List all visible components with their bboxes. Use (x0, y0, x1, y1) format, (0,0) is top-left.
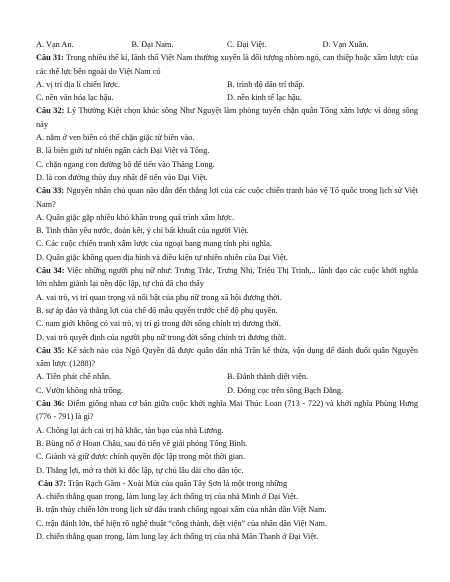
answer-option: D. Vạn Xuân. (322, 40, 369, 49)
answer-option: A. Quân giặc gặp nhiều khó khăn trong quá trình xâm lược. (36, 212, 235, 222)
question-36 (36, 397, 418, 477)
answer-option: C. nam giới không có vai trò, vị trí gì trong đời sống chính trị đương thời. (36, 319, 281, 329)
question-text: Trận Rạch Gầm - Xoài Mút của quân Tây Sơn là một trong những (67, 478, 288, 488)
question-number: Câu 34: (36, 266, 65, 276)
answer-option: D. là con đường thủy duy nhất để tiến vào Đại Việt. (36, 172, 208, 182)
question-31 (36, 51, 418, 104)
answer-option: A. vai trò, vị trí quan trọng và nổi bật của phụ nữ trong xã hội đương thời. (36, 292, 282, 302)
question-number: Câu 33: (36, 186, 65, 196)
answer-option: C. Vườn không nhà trống. (36, 385, 124, 395)
answer-option: C. trận đánh lớn, thể hiện rõ nghệ thuật “công thành, diệt viện” của nhân dân Việt Nam. (36, 518, 328, 528)
question-34 (36, 264, 418, 344)
question-text: Việc những người phụ nữ như: Trưng Trắc, Trưng Nhị, Triệu Thị Trinh,.. lãnh đạo các cuộc khởi nghĩa lớn nhằm giành lại nền độc lập, tự chủ đã cho thấy (36, 266, 418, 289)
answer-option: C. Đại Việt. (227, 40, 267, 49)
question-number: Câu 36: (36, 399, 65, 409)
answer-option: A. Vạn An. (36, 40, 74, 49)
answer-option: B. sự áp đảo và thắng lợi của chế độ mẫu quyền trước chế độ phụ quyền. (36, 305, 278, 315)
answer-option: D. Quân giặc không quen địa hình và điều kiện tự nhiên nhiên của Đại Việt. (36, 252, 288, 262)
answer-option: C. Giành và giữ được chính quyền độc lập trong một thời gian. (36, 452, 246, 462)
answer-option: B. là biên giới tự nhiên ngăn cách Đại Việt và Tống. (36, 146, 210, 156)
answer-option: B. trình độ dân trí thấp. (227, 79, 305, 89)
answer-options-row (36, 38, 418, 51)
answer-option: A. chiến thắng quan trọng, làm lung lay ách thống trị của nhà Minh ở Đại Việt. (36, 492, 299, 502)
answer-option: D. vai trò quyết định của người phụ nữ trong đời sống chính trị đương thời. (36, 332, 287, 342)
answer-option: B. Đánh thành diệt viện. (227, 372, 309, 382)
answer-option: A. Chống lại ách cai trị hà khắc, tàn bạo của nhà Lương. (36, 425, 224, 435)
question-text: Nguyên nhân chủ quan nào dẫn đến thắng lợi của các cuộc chiến tranh bảo vệ Tổ quốc trong lịch sử Việt Nam? (36, 186, 418, 209)
question-32 (36, 104, 418, 184)
question-number: Câu 37: (38, 478, 66, 488)
answer-option: D. chiến thắng quan trọng, làm lung lay ách thống trị của nhà Mãn Thanh ở Đại Việt. (36, 531, 319, 541)
answer-option: A. nằm ở ven biên có thể chặn giặc từ biên vào. (36, 133, 195, 143)
question-number: Câu 35: (36, 345, 65, 355)
answer-option: A. vị trí địa lí chiến lược. (36, 79, 120, 89)
question-text: Kế sách nào của Ngô Quyền đã được quân dân nhà Trần kế thừa, vận dụng để đánh đuổi quân Nguyên xâm lược (1288)? (36, 345, 419, 369)
answer-option: B. Bùng nổ ở Hoan Châu, sau đó tiến về giải phóng Tống Bình. (36, 438, 248, 448)
question-text: Trong nhiều thế kỉ, lãnh thổ Việt Nam thường xuyên là đối tượng nhòm ngó, can thiệp hoặc xâm lược của các thế lực bên ngoài do Việt Nam có (36, 53, 419, 76)
question-text: Lý Thường Kiệt chọn khúc sông Như Nguyệt làm phòng tuyến chặn quân Tống xâm lược vì dòng sông này (36, 106, 418, 129)
answer-option: C. chặn ngang con đường bộ để tiến vào Thăng Long. (36, 159, 215, 169)
answer-option: D. Đóng cọc trên sông Bạch Đằng. (227, 385, 344, 395)
question-number: Câu 31: (36, 53, 64, 63)
question-33 (36, 184, 418, 264)
answer-option: C. Các cuộc chiến tranh xâm lược của ngoại bang mang tính phi nghĩa. (36, 239, 272, 249)
question-text: Điểm giống nhau cơ bản giữa cuộc khởi nghĩa Mai Thúc Loan (713 - 722) và khởi nghĩa Phùng Hưng (776 - 791) là gì? (36, 399, 419, 422)
answer-option: B. Đại Nam. (131, 40, 174, 49)
question-35 (36, 344, 418, 397)
answer-option: C. nền văn hóa lạc hậu. (36, 93, 114, 103)
question-number: Câu 32: (36, 106, 65, 116)
question-37 (36, 477, 418, 543)
answer-option: A. Tiên phát chế nhân. (36, 372, 112, 382)
answer-option: D. nền kinh tế lạc hậu. (227, 93, 302, 103)
answer-option: B. trận thủy chiến lớn trong lịch sử đấu tranh chống ngoại xâm của nhân dân Việt Nam. (36, 505, 327, 515)
answer-option: B. Tinh thần yêu nước, đoàn kết, ý chí bất khuất của người Việt. (36, 226, 249, 236)
answer-option: D. Thắng lợi, mở ra thời kì độc lập, tự chủ lâu dài cho dân tộc. (36, 465, 244, 475)
